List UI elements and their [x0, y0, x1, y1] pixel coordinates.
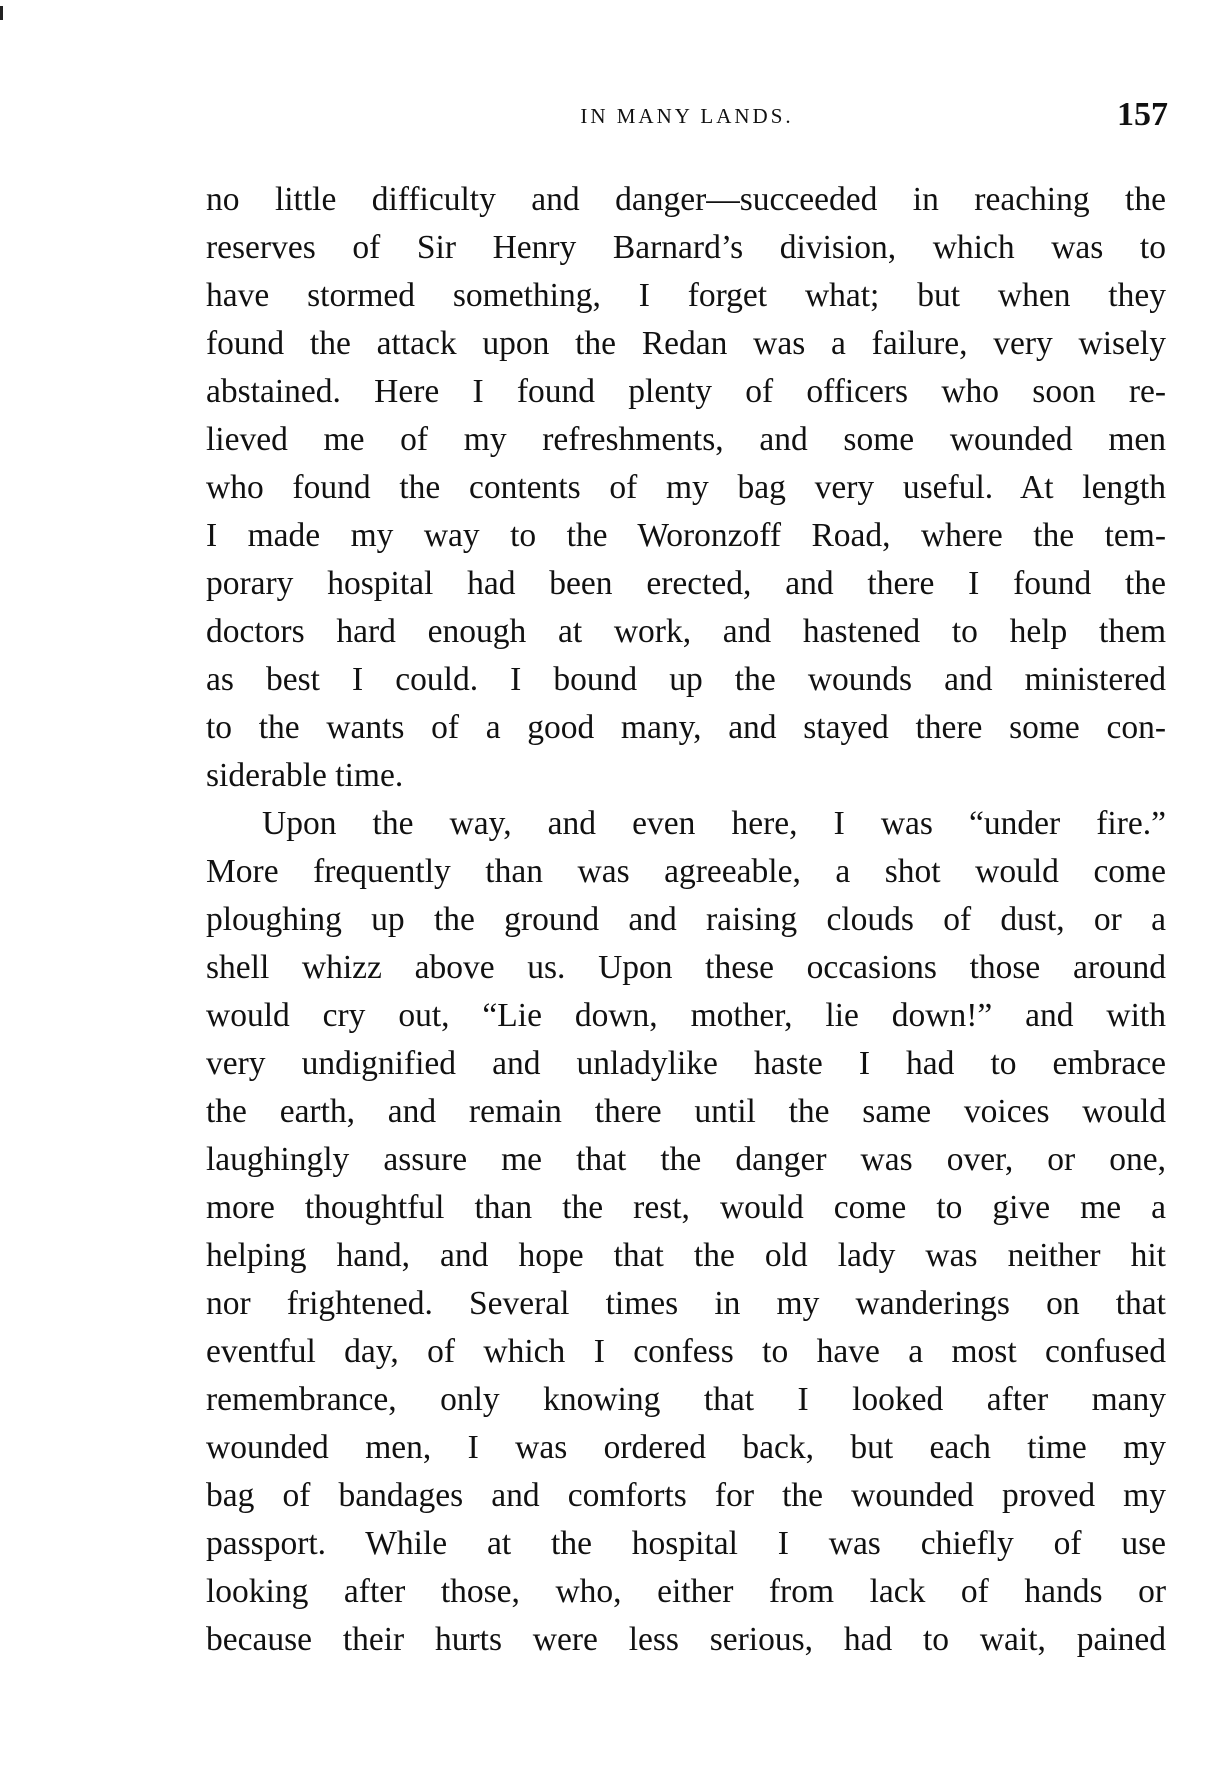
paragraph: [206, 800, 1166, 1664]
text-line: the earth, and remain there until the same voices would: [206, 1093, 1166, 1130]
scan-edge-mark: [0, 6, 3, 20]
text-line: helping hand, and hope that the old lady was neither hit: [206, 1237, 1166, 1274]
text-line: porary hospital had been erected, and there I found the: [206, 565, 1166, 602]
text-line: siderable time.: [206, 757, 404, 794]
text-line: more thoughtful than the rest, would come to give me a: [206, 1189, 1166, 1226]
text-line: as best I could. I bound up the wounds and ministered: [206, 661, 1166, 698]
text-line: shell whizz above us. Upon these occasions those around: [206, 949, 1166, 986]
text-line: Upon the way, and even here, I was “under fire.”: [262, 805, 1166, 842]
text-line: to the wants of a good many, and stayed there some con-: [206, 709, 1166, 746]
page-number: 157: [1117, 96, 1168, 133]
text-line: have stormed something, I forget what; but when they: [206, 277, 1166, 314]
text-line: who found the contents of my bag very useful. At length: [206, 469, 1166, 506]
text-line: found the attack upon the Redan was a failure, very wisely: [206, 325, 1166, 362]
paragraph: [206, 176, 1166, 800]
text-line: because their hurts were less serious, had to wait, pained: [206, 1621, 1166, 1658]
text-line: very undignified and unladylike haste I had to embrace: [206, 1045, 1166, 1082]
running-title: IN MANY LANDS.: [580, 104, 794, 128]
text-line: I made my way to the Woronzoff Road, where the tem-: [206, 517, 1166, 554]
page-header: [206, 98, 1168, 138]
text-line: looking after those, who, either from lack of hands or: [206, 1573, 1166, 1610]
text-line: ploughing up the ground and raising clouds of dust, or a: [206, 901, 1166, 938]
text-line: remembrance, only knowing that I looked after many: [206, 1381, 1166, 1418]
text-line: no little difficulty and danger—succeeded in reaching the: [206, 181, 1166, 218]
text-line: lieved me of my refreshments, and some wounded men: [206, 421, 1166, 458]
body-text: [206, 176, 1166, 1664]
text-line: passport. While at the hospital I was chiefly of use: [206, 1525, 1166, 1562]
text-line: doctors hard enough at work, and hastened to help them: [206, 613, 1166, 650]
text-line: would cry out, “Lie down, mother, lie down!” and with: [206, 997, 1166, 1034]
text-line: wounded men, I was ordered back, but each time my: [206, 1429, 1166, 1466]
text-line: abstained. Here I found plenty of officers who soon re-: [206, 373, 1166, 410]
text-line: nor frightened. Several times in my wanderings on that: [206, 1285, 1166, 1322]
text-line: bag of bandages and comforts for the wounded proved my: [206, 1477, 1166, 1514]
text-line: reserves of Sir Henry Barnard’s division, which was to: [206, 229, 1166, 266]
text-line: laughingly assure me that the danger was over, or one,: [206, 1141, 1166, 1178]
text-line: eventful day, of which I confess to have a most confused: [206, 1333, 1166, 1370]
text-line: More frequently than was agreeable, a shot would come: [206, 853, 1166, 890]
